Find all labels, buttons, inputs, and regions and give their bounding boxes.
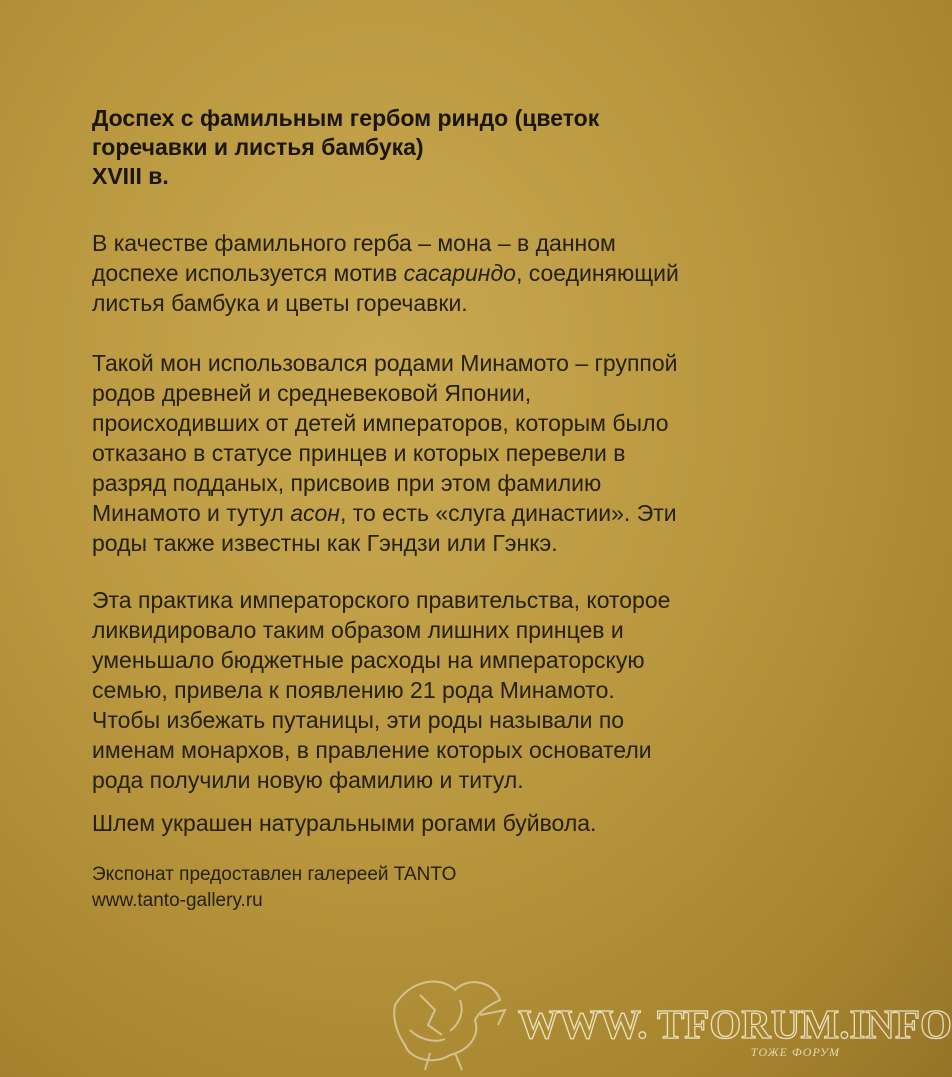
gallery-url: www.tanto-gallery.ru bbox=[92, 890, 263, 911]
text-line bbox=[92, 498, 678, 528]
text-line: Эта практика императорского правительства, которое bbox=[92, 587, 671, 613]
text-line: В качестве фамильного герба – мона – в данном bbox=[92, 230, 616, 256]
text-line: роды также известны как Гэндзи или Гэнкэ. bbox=[92, 530, 558, 556]
paragraph-minamoto bbox=[92, 348, 678, 558]
text-line: родов древней и средневековой Японии, bbox=[92, 380, 532, 406]
text-line: разряд подданых, присвоив при этом фамилию bbox=[92, 470, 602, 496]
title-line: Доспех с фамильным гербом риндо (цветок bbox=[92, 105, 600, 131]
watermark-subtitle: ТОЖЕ ФОРУМ bbox=[750, 1045, 840, 1059]
title-line: горечавки и листья бамбука) bbox=[92, 134, 424, 160]
watermark-text: WWW. TFORUM.INFO bbox=[518, 1001, 952, 1047]
text-line: уменьшало бюджетные расходы на императорскую bbox=[92, 647, 645, 673]
text-line: именам монархов, в правление которых основатели bbox=[92, 737, 652, 763]
title-date: XVIII в. bbox=[92, 163, 169, 189]
text-line: Такой мон использовался родами Минамото – группой bbox=[92, 350, 678, 376]
paragraph-mon-motif bbox=[92, 228, 679, 318]
samurai-horse-logo-icon bbox=[380, 965, 520, 1075]
credit-line: Экспонат предоставлен галереей TANTO bbox=[92, 864, 457, 885]
text-line: листья бамбука и цветы горечавки. bbox=[92, 290, 468, 316]
italic-term: сасариндо bbox=[403, 260, 516, 286]
text-span: доспехе используется мотив bbox=[92, 260, 404, 286]
paragraph-imperial-practice bbox=[92, 585, 670, 795]
text-span: , соединяющий bbox=[515, 260, 679, 286]
text-line bbox=[92, 258, 679, 288]
credit bbox=[92, 862, 456, 914]
text-line: Шлем украшен натуральными рогами буйвола. bbox=[92, 810, 597, 836]
text-span: Минамото и тутул bbox=[92, 500, 291, 526]
italic-term: асон bbox=[290, 500, 340, 526]
text-span: , то есть «слуга династии». Эти bbox=[339, 500, 677, 526]
watermark bbox=[380, 965, 952, 1075]
text-line: ликвидировало таким образом лишних принцев и bbox=[92, 617, 624, 643]
text-line: Чтобы избежать путаницы, эти роды называли по bbox=[92, 707, 625, 733]
text-line: отказано в статусе принцев и которых перевели в bbox=[92, 440, 626, 466]
text-line: семью, привела к появлению 21 рода Минамото. bbox=[92, 677, 615, 703]
text-line: происходивших от детей императоров, которым было bbox=[92, 410, 669, 436]
text-line: рода получили новую фамилию и титул. bbox=[92, 767, 524, 793]
exhibit-title bbox=[92, 104, 599, 191]
paragraph-helmet bbox=[92, 808, 596, 838]
